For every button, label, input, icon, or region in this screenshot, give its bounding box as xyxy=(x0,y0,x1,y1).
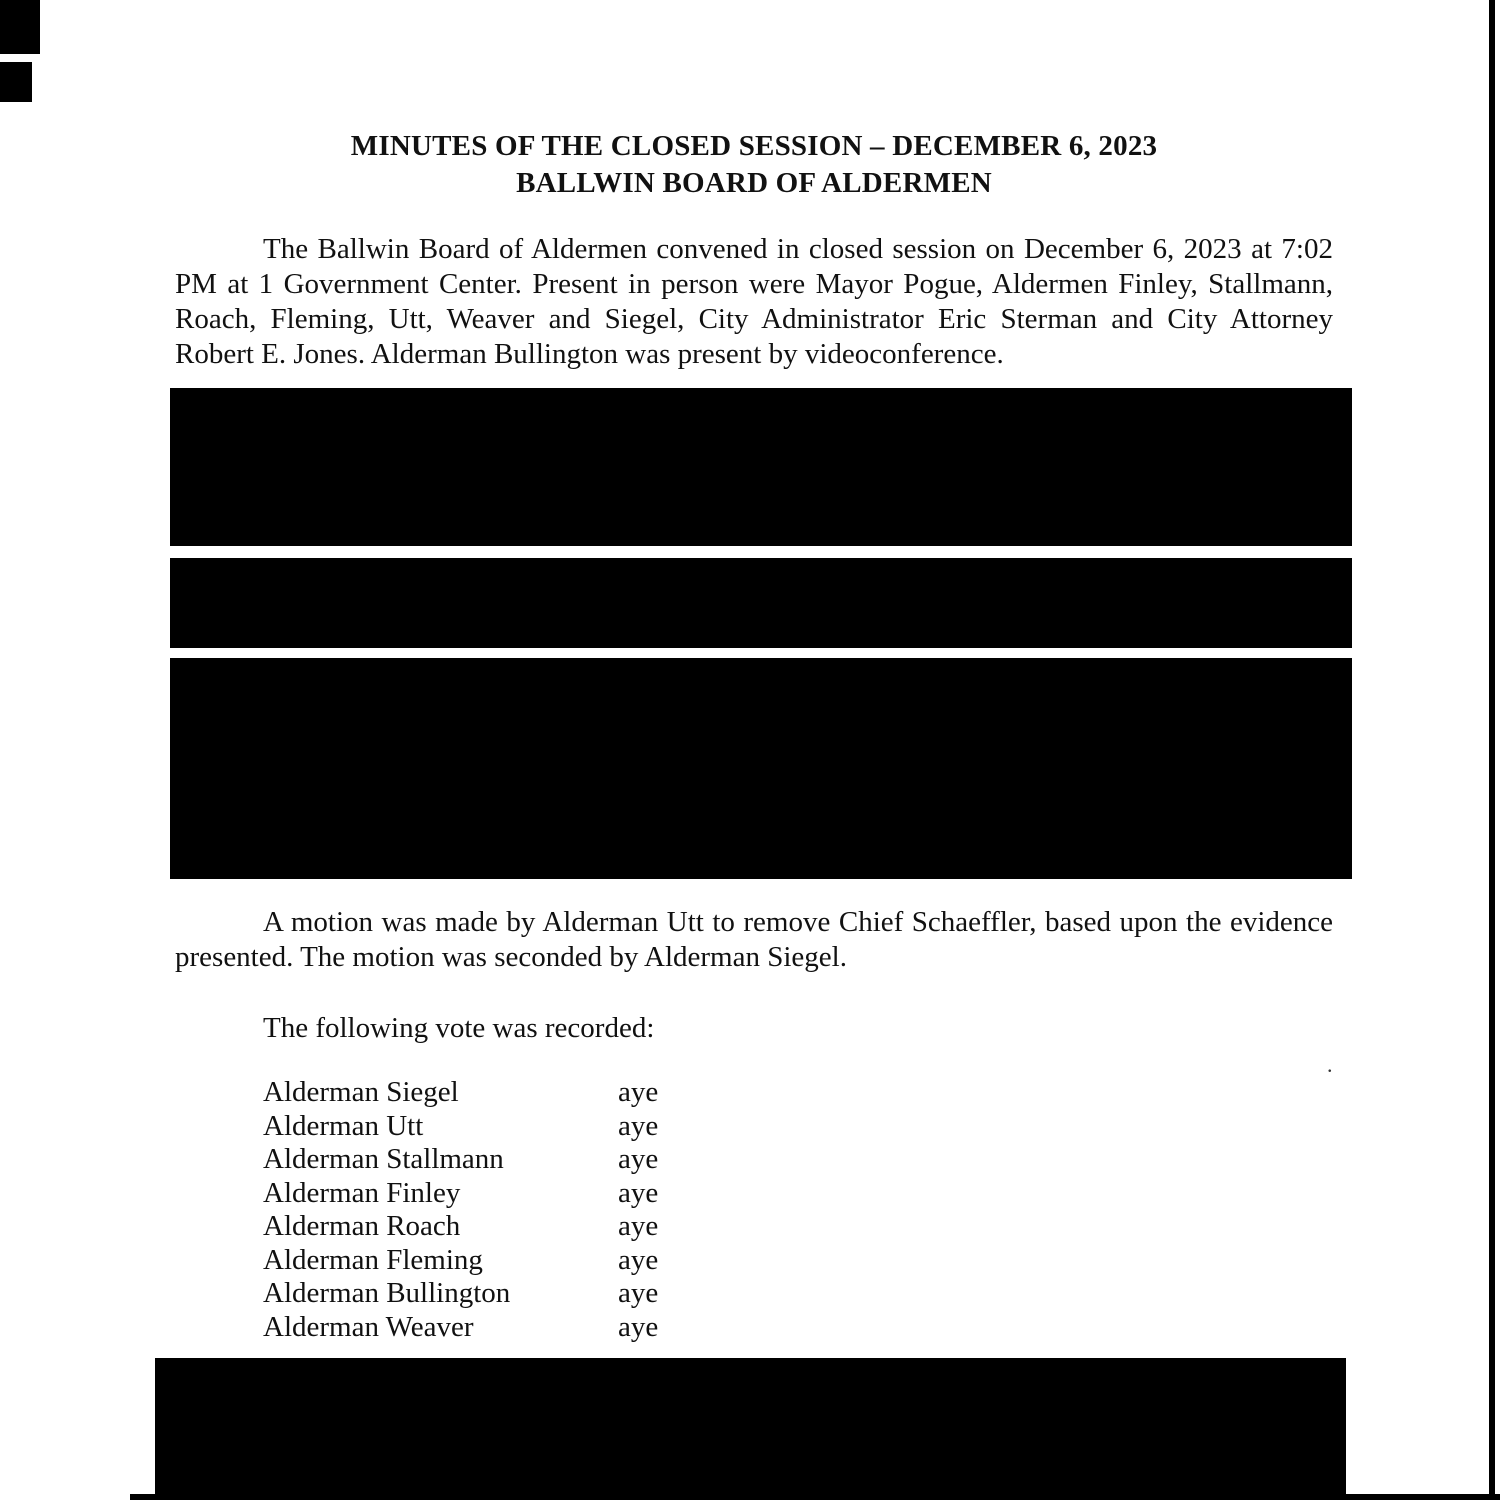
scan-stray-dot: . xyxy=(1327,1052,1333,1077)
vote-name: Alderman Weaver xyxy=(263,1310,474,1343)
vote-row xyxy=(263,1143,1333,1177)
paragraph-motion: A motion was made by Alderman Utt to remove Chief Schaeffler, based upon the evidence presented. The motion was seconded by Alderman Siegel. xyxy=(175,906,1333,973)
paragraph-session-intro: The Ballwin Board of Aldermen convened in closed session on December 6, 2023 at 7:02 PM at 1 Government Center. Present in person were Mayor Pogue, Aldermen Finley, Stallmann, Roach, Fleming, Utt, Weaver and Siegel, City Administrator Eric Sterman and City Attorney Robert E. Jones. Alderman Bullington was present by videoconference. xyxy=(175,233,1333,370)
vote-row xyxy=(263,1210,1333,1244)
vote-value: aye xyxy=(618,1210,659,1242)
vote-row xyxy=(263,1244,1333,1278)
document-title-line1: MINUTES OF THE CLOSED SESSION – DECEMBER 6, 2023 xyxy=(350,130,1158,162)
vote-row xyxy=(263,1277,1333,1311)
vote-value: aye xyxy=(618,1310,659,1343)
vote-name: Alderman Bullington xyxy=(263,1277,511,1309)
vote-value: aye xyxy=(618,1109,659,1142)
vote-name: Alderman Finley xyxy=(263,1176,461,1209)
vote-row xyxy=(263,1076,1333,1110)
vote-row xyxy=(263,1311,1333,1345)
vote-intro-line: The following vote was recorded: xyxy=(263,1012,655,1044)
vote-row xyxy=(263,1177,1333,1211)
vote-name: Alderman Fleming xyxy=(263,1243,483,1276)
scan-artifact-left-second xyxy=(0,62,32,102)
vote-name: Alderman Roach xyxy=(263,1210,461,1242)
vote-value: aye xyxy=(618,1143,659,1175)
redaction-block-1 xyxy=(170,388,1352,546)
vote-value: aye xyxy=(618,1243,659,1276)
scan-artifact-left-top xyxy=(0,0,40,54)
vote-name: Alderman Stallmann xyxy=(263,1143,504,1175)
document-content xyxy=(175,128,1333,1494)
vote-row xyxy=(263,1110,1333,1144)
redaction-block-4 xyxy=(155,1358,1346,1494)
scan-artifact-right-edge xyxy=(1489,0,1495,1500)
vote-value: aye xyxy=(618,1277,659,1309)
vote-name: Alderman Siegel xyxy=(263,1076,459,1108)
vote-table xyxy=(263,1076,1333,1344)
vote-value: aye xyxy=(618,1176,659,1209)
vote-value: aye xyxy=(618,1076,659,1108)
redaction-block-2 xyxy=(170,558,1352,648)
scan-artifact-bottom-edge xyxy=(130,1494,1500,1500)
vote-name: Alderman Utt xyxy=(263,1109,424,1142)
document-title-line2: BALLWIN BOARD OF ALDERMEN xyxy=(516,167,992,199)
redaction-block-3 xyxy=(170,658,1352,879)
